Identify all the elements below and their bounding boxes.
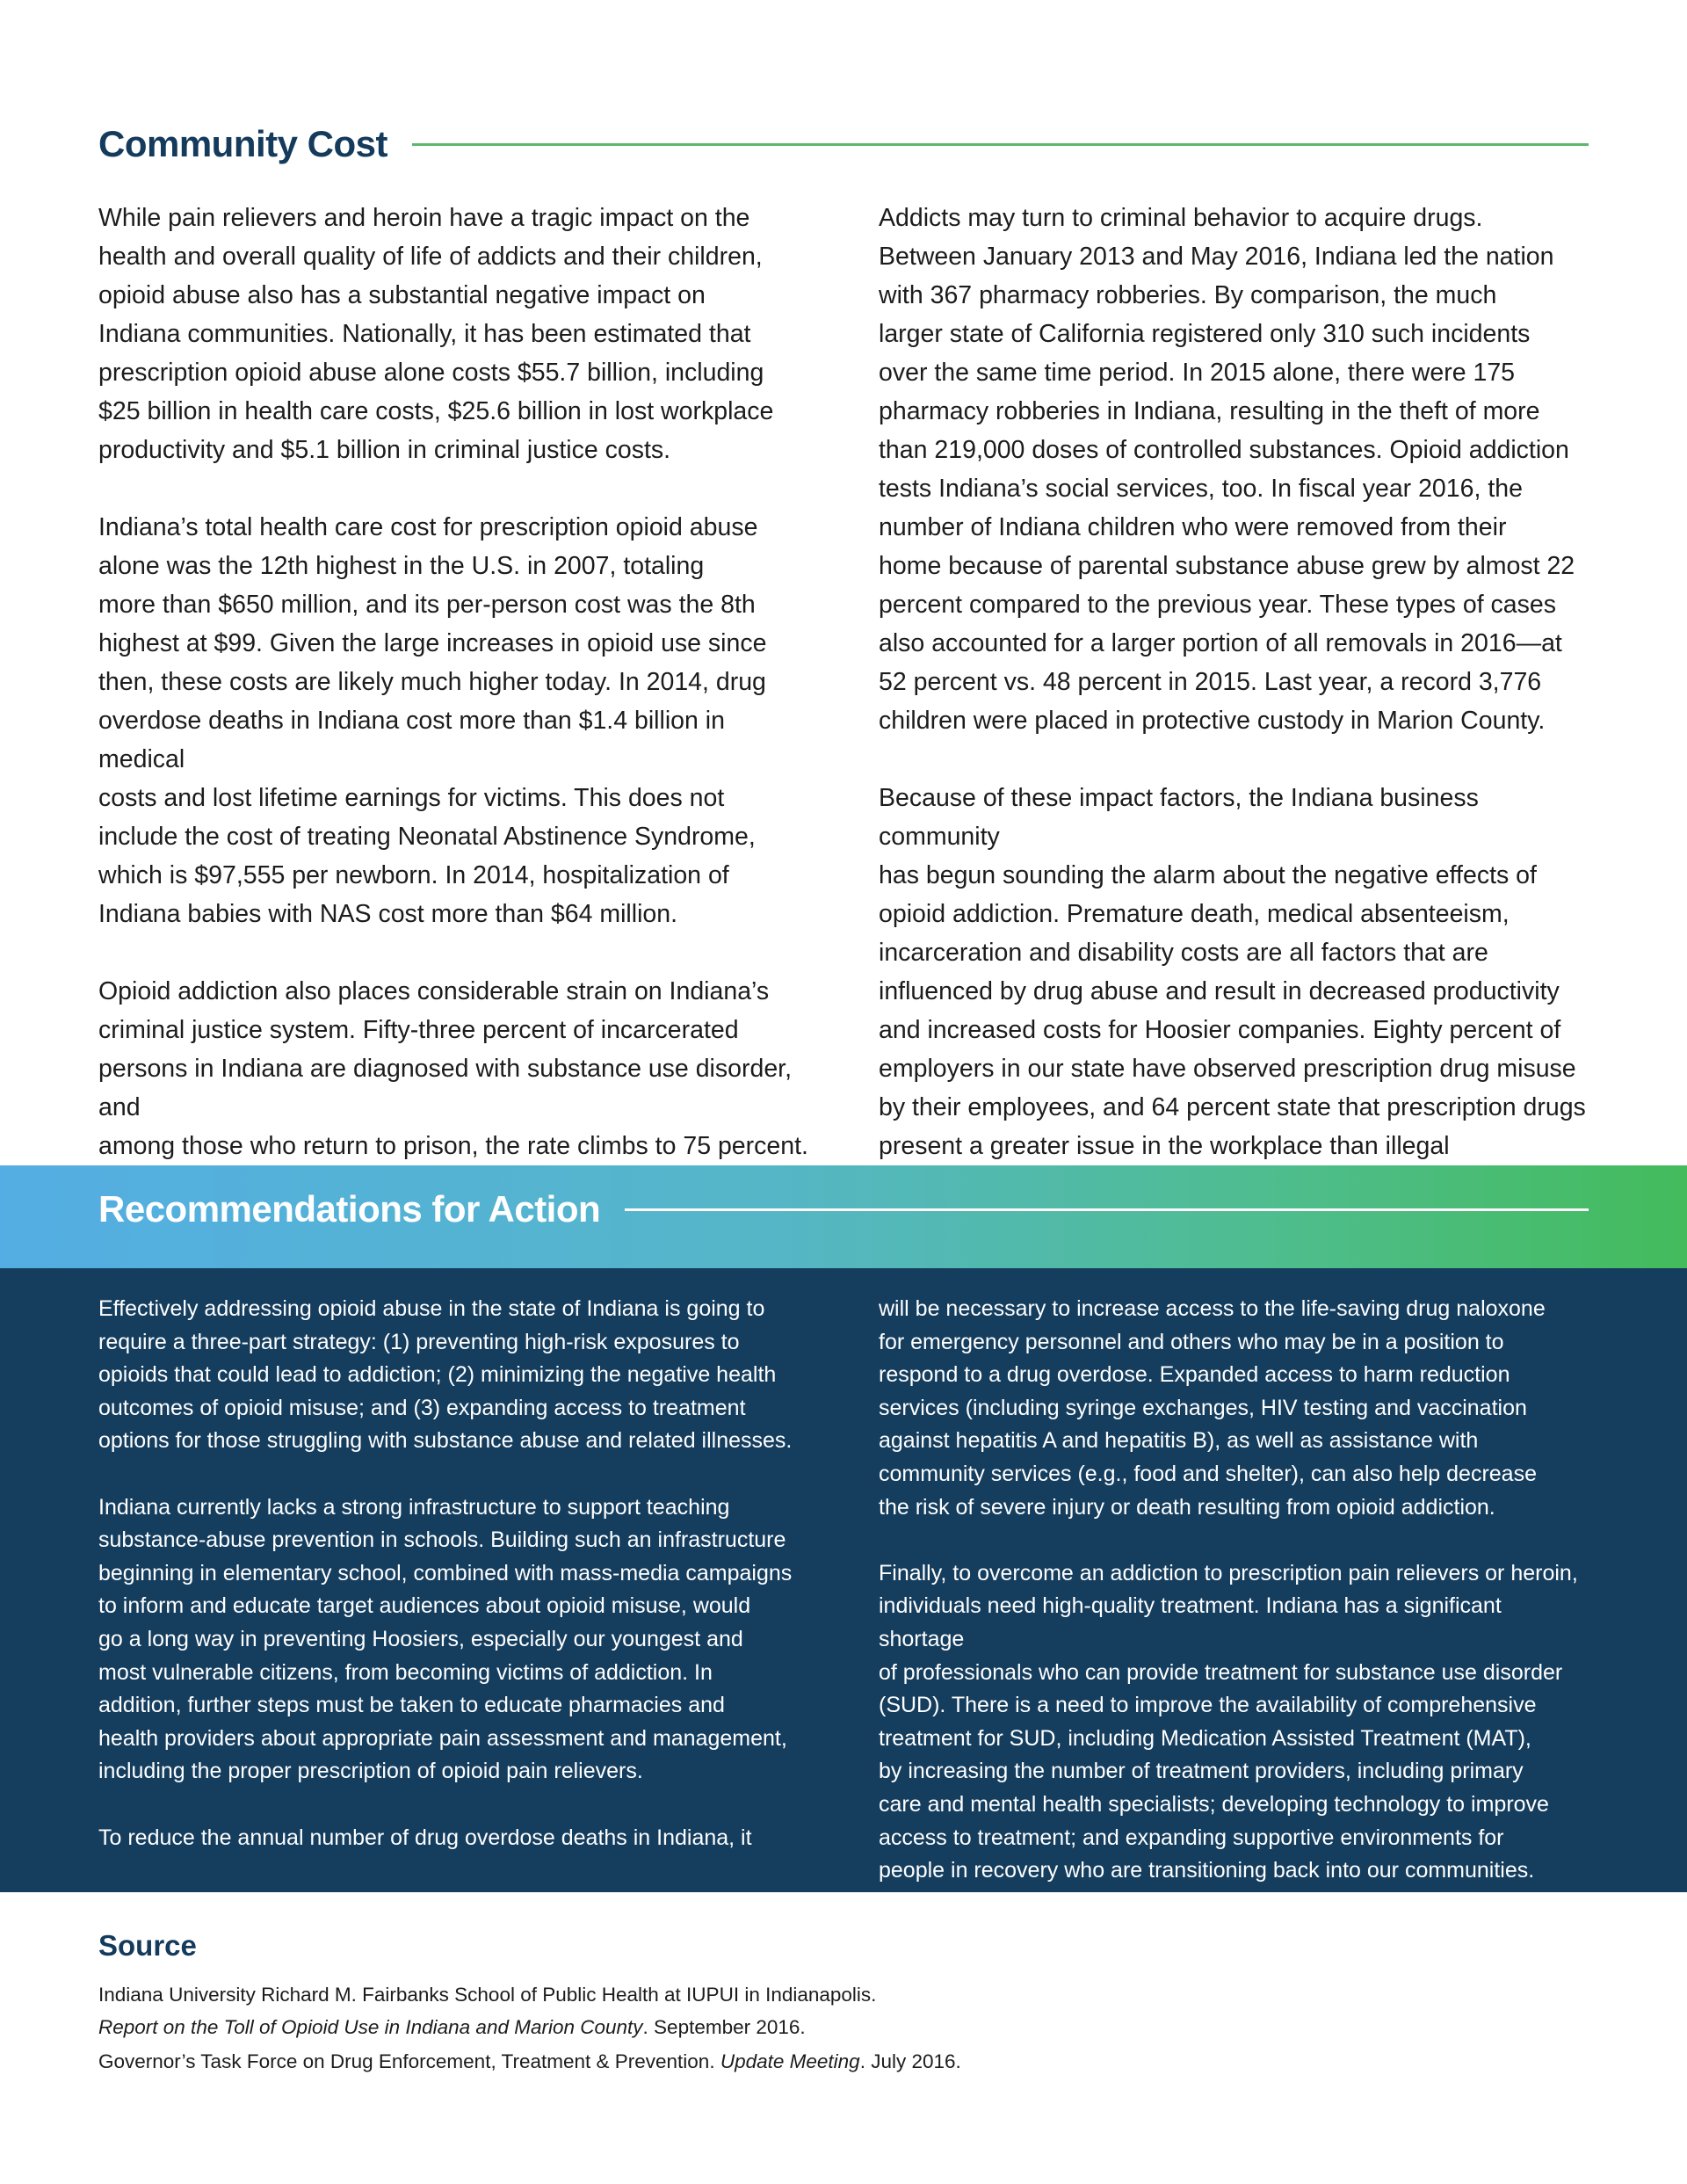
recommendations-body [98,1293,1589,1920]
recommendations-paragraph: To reduce the annual number of drug overdose deaths in Indiana, it [98,1825,752,1850]
source-citation-1-author: Indiana University Richard M. Fairbanks School of Public Health at IUPUI in Indianapolis. [98,1984,877,2006]
source-citation-1-report: Report on the Toll of Opioid Use in Indiana and Marion County [98,2016,643,2038]
community-paragraph: Because of these impact factors, the Indiana business community has begun sounding the alarm about the negative effects of opioid addiction. Premature death, medical absenteeism, incarceration and disability costs are all factors that are influenced by drug abuse and result in decreased productivity and increased costs for Hoosier companies. Eighty percent of employers in our state have observed prescription drug misuse by their employees, and 64 percent state that prescription drugs present a greater issue in the workplace than illegal [879,784,1586,1160]
recommendations-title: Recommendations for Action [98,1188,601,1230]
source-citation-2-title: Update Meeting [720,2050,860,2072]
community-cost-title: Community Cost [98,123,387,164]
recommendations-rule [625,1208,1589,1211]
community-paragraph: While pain relievers and heroin have a tragic impact on the health and overall quality of life of addicts and their children, opioid abuse also has a substantial negative impact on Indiana communities. Nationally, it has been estimated that prescription opioid abuse alone costs $55.7 billion, including $25 billion in health care costs, $25.6 billion in lost workplace productivity and $5.1 billion in criminal justice costs. [98,204,774,464]
community-cost-body [98,199,1589,1243]
community-paragraph: Opioid addiction also places considerable strain on Indiana’s criminal justice system. Fifty-three percent of incarcerated persons in Indiana are diagnosed with substance use disorder, and among those who return to prison, the rate climbs to 75 percent. [98,977,808,1160]
source-citation-2-author: Governor’s Task Force on Drug Enforcement, Treatment & Prevention. [98,2050,720,2072]
source-citation-1 [98,1978,1589,2043]
community-paragraph: Indiana’s total health care cost for prescription opioid abuse alone was the 12th highest in the U.S. in 2007, totaling more than $650 million, and its per-person cost was the 8th highest at $99. Given the large increases in opioid use since then, these costs are likely much higher today. In 2014, drug overdose deaths in Indiana cost more than $1.4 billion in medical costs and lost lifetime earnings for victims. This does not include the cost of treating Neonatal Abstinence Syndrome, which is $97,555 per newborn. In 2014, hospitalization of Indiana babies with NAS cost more than $64 million. [98,513,767,928]
source-citation-1-date: . September 2016. [642,2016,806,2038]
recommendations-paragraph: will be necessary to increase access to the life-saving drug naloxone for emergency personnel and others who may be in a position to respond to a drug overdose. Expanded access to harm reduction services (including syringe exchanges, HIV testing and vaccination against hepatitis A and hepatitis B), as well as assistance with community services (e.g., food and shelter), can also help decrease the risk of severe injury or death resulting from opioid addiction. [879,1296,1546,1520]
community-cost-left-column [98,199,808,1243]
community-cost-header [98,123,1589,165]
recommendations-left-column [98,1293,808,1920]
community-paragraph: Addicts may turn to criminal behavior to acquire drugs. Between January 2013 and May 2016, Indiana led the nation with 367 pharmacy robberies. By comparison, the much larger state of California registered only 310 such incidents over the same time period. In 2015 alone, there were 175 pharmacy robberies in Indiana, resulting in the theft of more than 219,000 doses of controlled substances. Opioid addiction tests Indiana’s social services, too. In fiscal year 2016, the number of Indiana children who were removed from their home because of parental substance abuse grew by almost 22 percent compared to the previous year. These types of cases also accounted for a larger portion of all removals in 2016—at 52 percent vs. 48 percent in 2015. Last year, a record 3,776 children were placed in protective custody in Marion County. [879,204,1575,735]
community-cost-right-column [879,199,1589,1243]
recommendations-right-column [879,1293,1589,1920]
recommendations-paragraph: Indiana currently lacks a strong infrastructure to support teaching substance-abuse prevention in schools. Building such an infrastructure beginning in elementary school, combined with mass-media campaigns to inform and educate target audiences about opioid misuse, would go a long way in preventing Hoosiers, especially our youngest and most vulnerable citizens, from becoming victims of addiction. In addition, further steps must be taken to educate pharmacies and health providers about appropriate pain assessment and management, including the proper prescription of opioid pain relievers. [98,1494,793,1784]
source-citation-2-date: . July 2016. [859,2050,961,2072]
recommendations-header [98,1188,1589,1230]
source-section [98,1929,1589,2078]
source-title: Source [98,1929,197,1962]
recommendations-paragraph: Effectively addressing opioid abuse in the state of Indiana is going to require a three-part strategy: (1) preventing high-risk exposures to opioids that could lead to addiction; (2) minimizing the negative health outcomes of opioid misuse; and (3) expanding access to treatment options for those struggling with substance abuse and related illnesses. [98,1296,793,1454]
community-cost-rule [412,143,1589,146]
recommendations-paragraph: Finally, to overcome an addiction to prescription pain relievers or heroin, individuals need high-quality treatment. Indiana has a significant shortage of professionals who can provide treatment for substance use disorder (SUD). There is a need to improve the availability of comprehensive treatment for SUD, including Medication Assisted Treatment (MAT), by increasing the number of treatment providers, including primary care and mental health specialists; developing technology to improve access to treatment; and expanding supportive environments for people in recovery who are transitioning back into our communities. [879,1560,1578,1883]
source-citation-2 [98,2045,1589,2078]
